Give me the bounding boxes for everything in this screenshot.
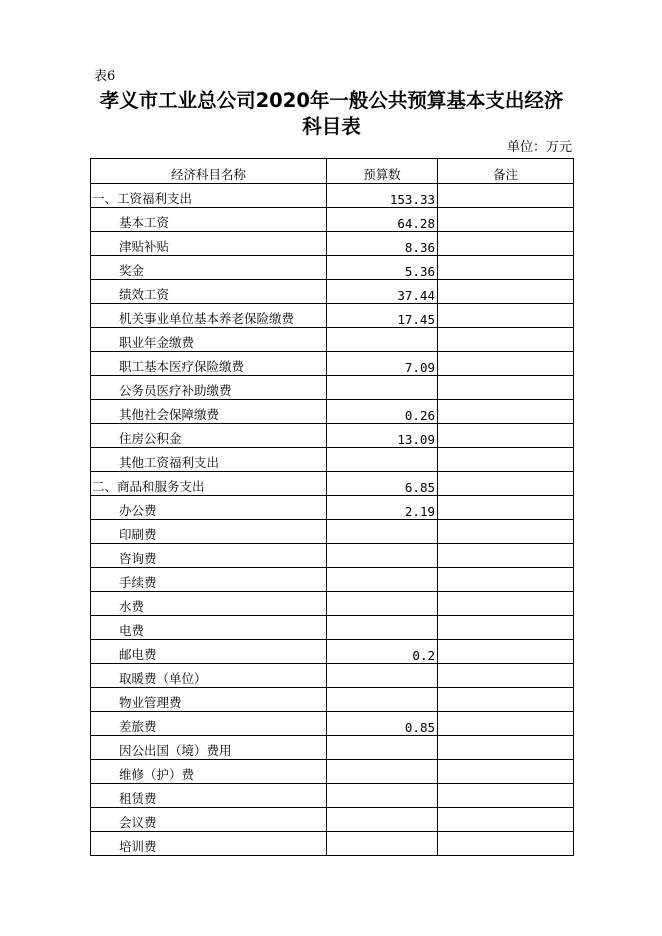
row-item-note [438,568,574,592]
row-item-name: 因公出国（境）费用 [91,736,327,760]
table-body [91,184,574,856]
row-item-note [438,304,574,328]
row-item-name: 物业管理费 [91,688,327,712]
table-row [91,568,574,592]
table-row [91,424,574,448]
row-item-note [438,664,574,688]
row-item-note [438,544,574,568]
table-row [91,784,574,808]
row-item-amount [327,784,438,808]
row-item-name: 培训费 [91,832,327,856]
row-item-note [438,184,574,208]
column-header-name: 经济科目名称 [91,159,327,184]
row-item-name: 咨询费 [91,544,327,568]
row-item-note [438,832,574,856]
row-item-note [438,472,574,496]
table-row [91,376,574,400]
table-row [91,304,574,328]
row-item-note [438,736,574,760]
row-item-amount [327,592,438,616]
table-header-row [91,159,574,184]
row-item-name: 津贴补贴 [91,232,327,256]
unit-label: 单位：万元 [506,140,572,155]
row-item-name: 取暖费（单位） [91,664,327,688]
row-item-note [438,256,574,280]
table-label: 表6 [94,69,116,84]
row-item-amount [327,760,438,784]
row-item-amount: 2.19 [327,496,438,520]
table-row [91,232,574,256]
row-item-name: 租赁费 [91,784,327,808]
row-item-name: 一、工资福利支出 [91,184,327,208]
row-item-name: 电费 [91,616,327,640]
table-row [91,448,574,472]
row-item-amount: 5.36 [327,256,438,280]
page-title [90,88,573,140]
row-item-amount: 153.33 [327,184,438,208]
row-item-name: 基本工资 [91,208,327,232]
table-row [91,592,574,616]
row-item-amount: 8.36 [327,232,438,256]
column-header-amount: 预算数 [327,159,438,184]
table-row [91,736,574,760]
row-item-note [438,616,574,640]
table-row [91,544,574,568]
column-header-note: 备注 [438,159,574,184]
table-row [91,400,574,424]
row-item-note [438,712,574,736]
row-item-note [438,808,574,832]
row-item-amount: 6.85 [327,472,438,496]
row-item-name: 办公费 [91,496,327,520]
table-row [91,640,574,664]
row-item-note [438,448,574,472]
budget-table [90,158,574,856]
row-item-name: 手续费 [91,568,327,592]
row-item-amount: 13.09 [327,424,438,448]
row-item-amount: 7.09 [327,352,438,376]
row-item-name: 住房公积金 [91,424,327,448]
table-row [91,760,574,784]
row-item-name: 差旅费 [91,712,327,736]
row-item-amount [327,664,438,688]
row-item-name: 职工基本医疗保险缴费 [91,352,327,376]
row-item-note [438,688,574,712]
row-item-note [438,496,574,520]
table-row [91,208,574,232]
row-item-note [438,424,574,448]
table-row [91,832,574,856]
row-item-name: 印刷费 [91,520,327,544]
row-item-amount [327,688,438,712]
row-item-note [438,520,574,544]
row-item-amount: 17.45 [327,304,438,328]
row-item-name: 会议费 [91,808,327,832]
row-item-name: 其他社会保障缴费 [91,400,327,424]
row-item-amount [327,376,438,400]
row-item-note [438,400,574,424]
row-item-amount: 37.44 [327,280,438,304]
row-item-amount [327,520,438,544]
row-item-amount [327,832,438,856]
row-item-amount [327,544,438,568]
row-item-amount [327,616,438,640]
row-item-amount [327,328,438,352]
table-row [91,808,574,832]
row-item-name: 机关事业单位基本养老保险缴费 [91,304,327,328]
row-item-name: 奖金 [91,256,327,280]
row-item-amount: 0.2 [327,640,438,664]
row-item-note [438,280,574,304]
row-item-note [438,232,574,256]
row-item-name: 水费 [91,592,327,616]
row-item-note [438,592,574,616]
table-row [91,664,574,688]
table-row [91,520,574,544]
row-item-note [438,328,574,352]
row-item-name: 二、商品和服务支出 [91,472,327,496]
row-item-note [438,760,574,784]
row-item-name: 维修（护）费 [91,760,327,784]
table-row [91,496,574,520]
row-item-amount: 64.28 [327,208,438,232]
title-line-2: 科目表 [302,115,361,138]
table-row [91,256,574,280]
title-line-1: 孝义市工业总公司2020年一般公共预算基本支出经济 [99,89,564,112]
row-item-amount [327,448,438,472]
row-item-note [438,352,574,376]
table-row [91,472,574,496]
table-row [91,280,574,304]
row-item-name: 邮电费 [91,640,327,664]
row-item-name: 其他工资福利支出 [91,448,327,472]
row-item-amount: 0.26 [327,400,438,424]
row-item-note [438,376,574,400]
row-item-amount: 0.85 [327,712,438,736]
row-item-note [438,208,574,232]
row-item-name: 公务员医疗补助缴费 [91,376,327,400]
row-item-note [438,640,574,664]
row-item-name: 绩效工资 [91,280,327,304]
row-item-amount [327,808,438,832]
table-row [91,352,574,376]
table-row [91,328,574,352]
table-row [91,712,574,736]
table-row [91,616,574,640]
row-item-amount [327,736,438,760]
row-item-name: 职业年金缴费 [91,328,327,352]
table-row [91,688,574,712]
table-row [91,184,574,208]
row-item-note [438,784,574,808]
row-item-amount [327,568,438,592]
